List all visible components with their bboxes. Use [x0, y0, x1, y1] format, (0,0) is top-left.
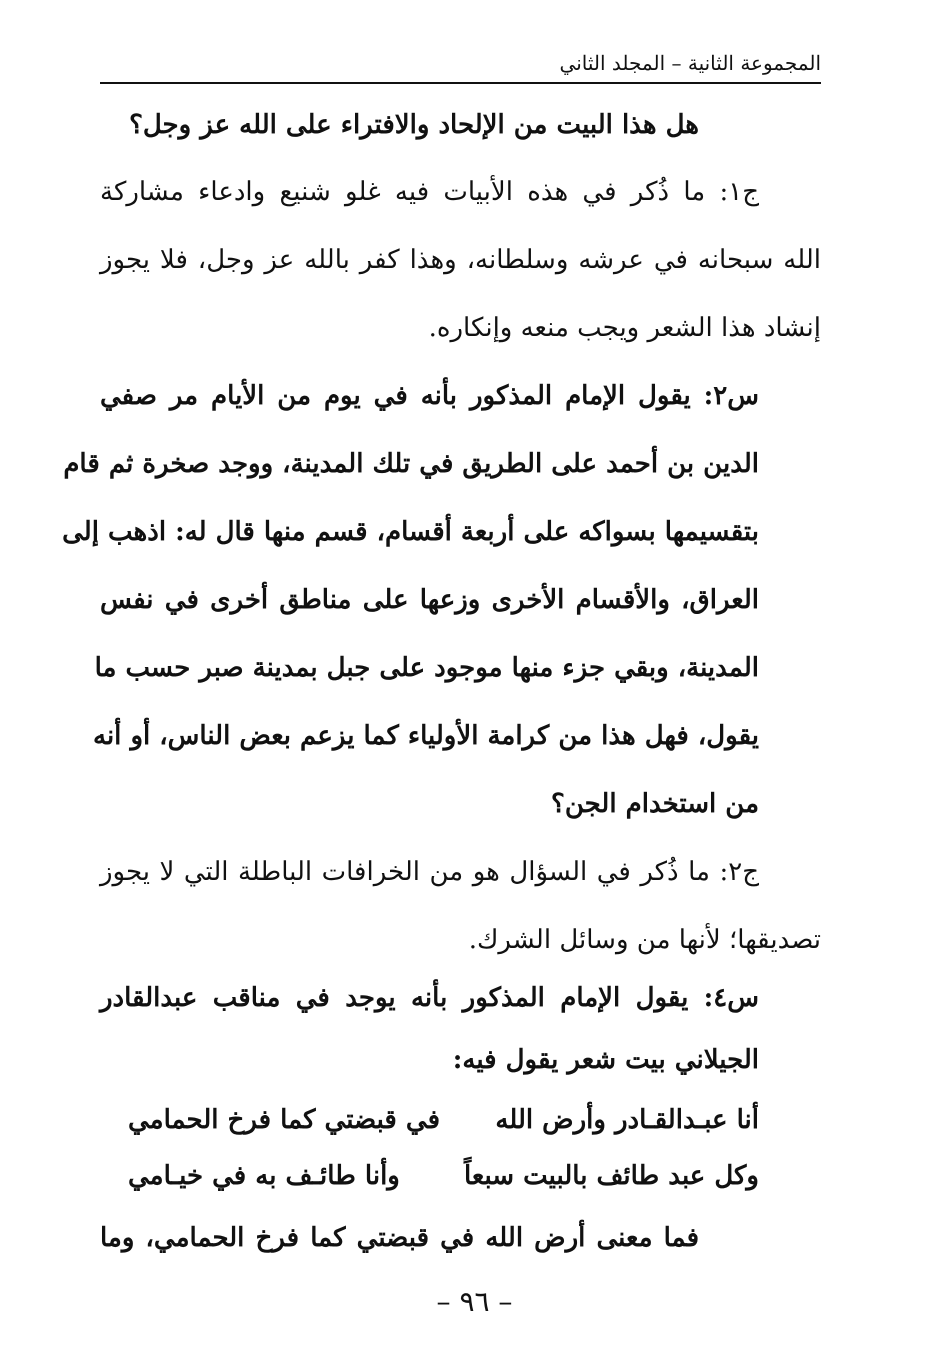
answer-2-line: تصديقها؛ لأنها من وسائل الشرك.	[468, 925, 821, 955]
question-2-line: من استخدام الجن؟	[551, 789, 759, 819]
answer-1-line: إنشاد هذا الشعر ويجب منعه وإنكاره.	[428, 313, 821, 343]
answer-2-line: ج٢: ما ذُكر في السؤال هو من الخرافات الباطلة التي لا يجوز	[100, 857, 759, 887]
question-2-line: س٢: يقول الإمام المذكور بأنه في يوم من الأيام مر صفي	[100, 381, 759, 411]
question-1-line: هل هذا البيت من الإلحاد والافتراء على الله عز وجل؟	[129, 110, 699, 140]
question-2-line: يقول، فهل هذا من كرامة الأولياء كما يزعم بعض الناس، أو أنه	[93, 721, 759, 751]
question-4-continuation: فما معنى أرض الله في قبضتي كما فرخ الحمامي، وما	[100, 1223, 699, 1253]
page-number: – ٩٦ –	[436, 1285, 513, 1318]
verse-1-first-hemistich: أنا عبـدالقـادر وأرض الله	[495, 1105, 759, 1135]
question-2-line: العراق، والأقسام الأخرى وزعها على مناطق أخرى في نفس	[100, 585, 759, 615]
question-2-line: المدينة، وبقي جزء منها موجود على جبل بمدينة صبر حسب ما	[94, 653, 759, 683]
verse-2-second-hemistich: وأنا طائـف به في خيـامي	[128, 1161, 400, 1191]
question-4-line: الجيلاني بيت شعر يقول فيه:	[452, 1045, 759, 1075]
verse-2-first-hemistich: وكل عبد طائف بالبيت سبعاً	[463, 1161, 759, 1191]
running-title: المجموعة الثانية – المجلد الثاني	[552, 48, 821, 78]
running-header	[100, 48, 821, 84]
answer-1-line: الله سبحانه في عرشه وسلطانه، وهذا كفر بالله عز وجل، فلا يجوز	[100, 245, 821, 275]
verse-1-second-hemistich: في قبضتي كما فرخ الحمامي	[128, 1105, 441, 1135]
question-2-line: الدين بن أحمد على الطريق في تلك المدينة، ووجد صخرة ثم قام	[63, 449, 759, 479]
question-4-line: س٤: يقول الإمام المذكور بأنه يوجد في مناقب عبدالقادر	[100, 983, 759, 1013]
answer-1-line: ج١: ما ذُكر في هذه الأبيات فيه غلو شنيع وادعاء مشاركة	[100, 177, 759, 207]
question-2-line: بتقسيمها بسواكه على أربعة أقسام، قسم منها قال له: اذهب إلى	[62, 517, 759, 547]
